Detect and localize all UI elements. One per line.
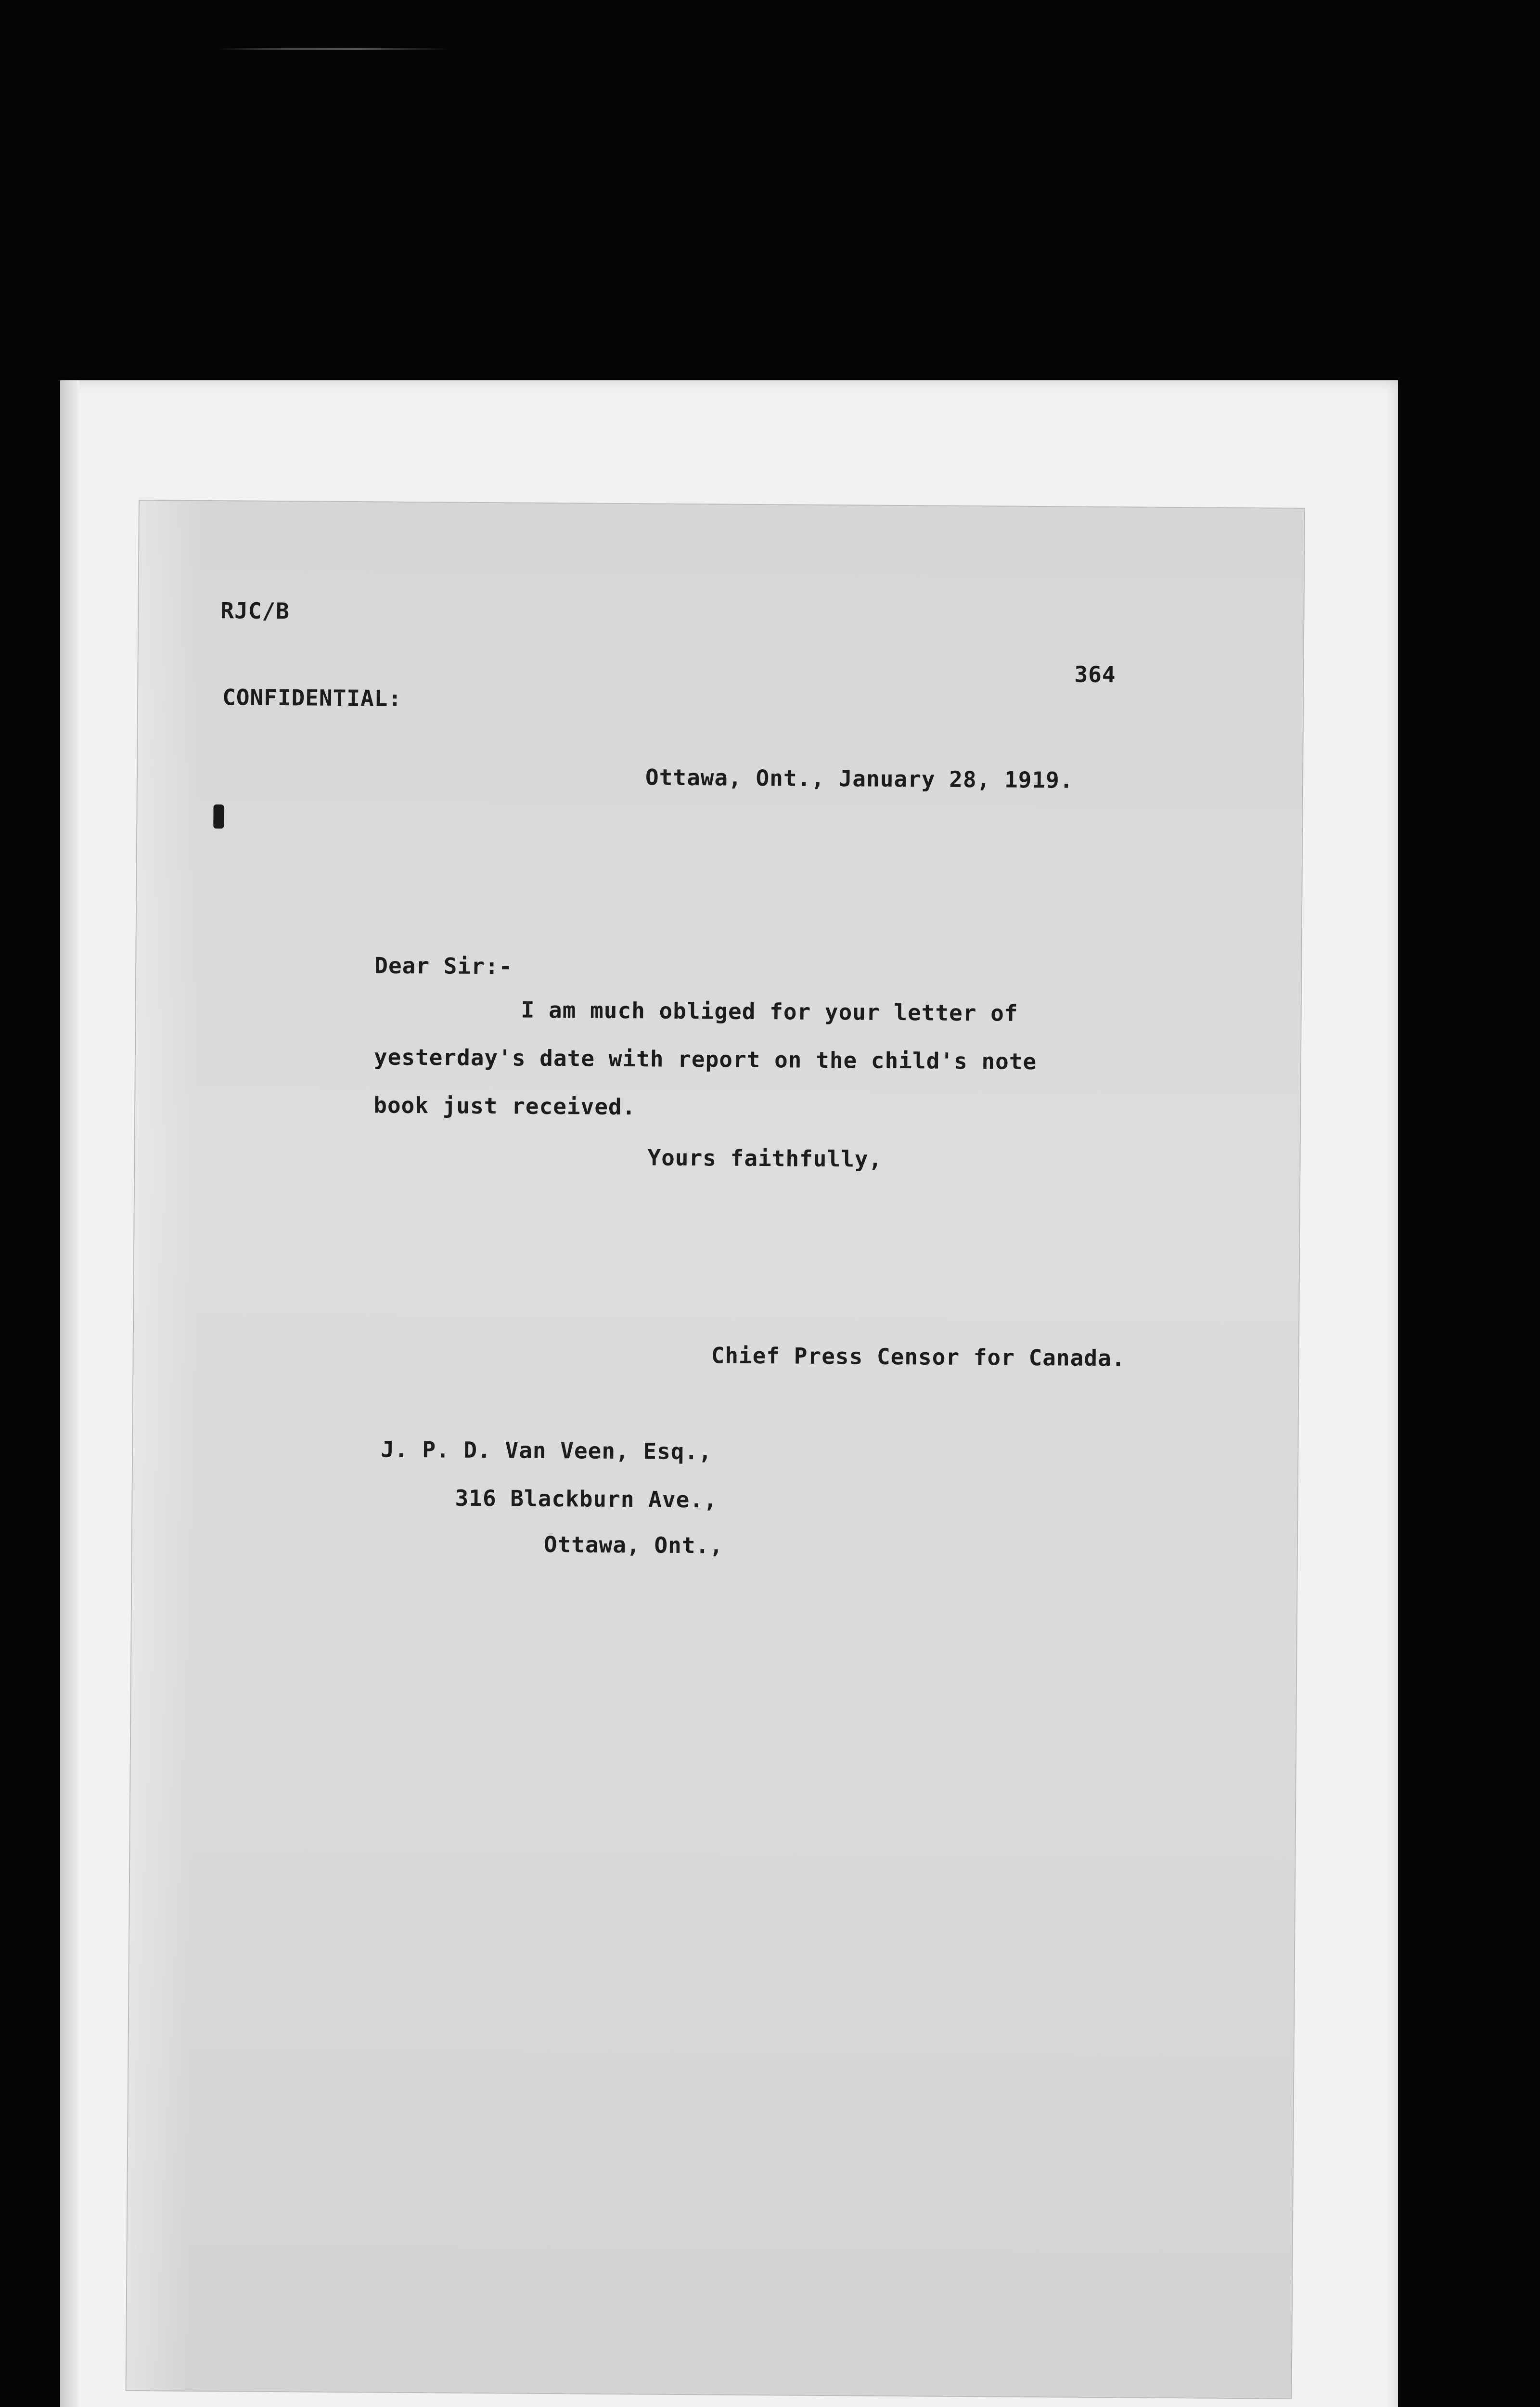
scan-edge-mark xyxy=(219,48,450,50)
classification-label: CONFIDENTIAL: xyxy=(222,684,402,712)
body-line: I am much obliged for your letter of xyxy=(521,996,1018,1026)
salutation: Dear Sir:- xyxy=(374,952,513,980)
mount-left-strip xyxy=(60,380,79,2407)
page-number: 364 xyxy=(1074,661,1116,688)
letter-content xyxy=(127,501,1304,2398)
punch-hole xyxy=(213,804,224,828)
letter-sheet xyxy=(127,501,1304,2398)
address-line: Ottawa, Ont., xyxy=(543,1531,724,1559)
body-line: yesterday's date with report on the child's note xyxy=(373,1044,1037,1075)
place-date: Ottawa, Ont., January 28, 1919. xyxy=(645,764,1074,793)
reference-code: RJC/B xyxy=(220,597,290,624)
address-line: J. P. D. Van Veen, Esq., xyxy=(381,1436,713,1465)
address-line: 316 Blackburn Ave., xyxy=(455,1485,718,1513)
closing: Yours faithfully, xyxy=(647,1144,883,1172)
body-line: book just received. xyxy=(373,1092,636,1120)
signature-title: Chief Press Censor for Canada. xyxy=(711,1342,1126,1372)
